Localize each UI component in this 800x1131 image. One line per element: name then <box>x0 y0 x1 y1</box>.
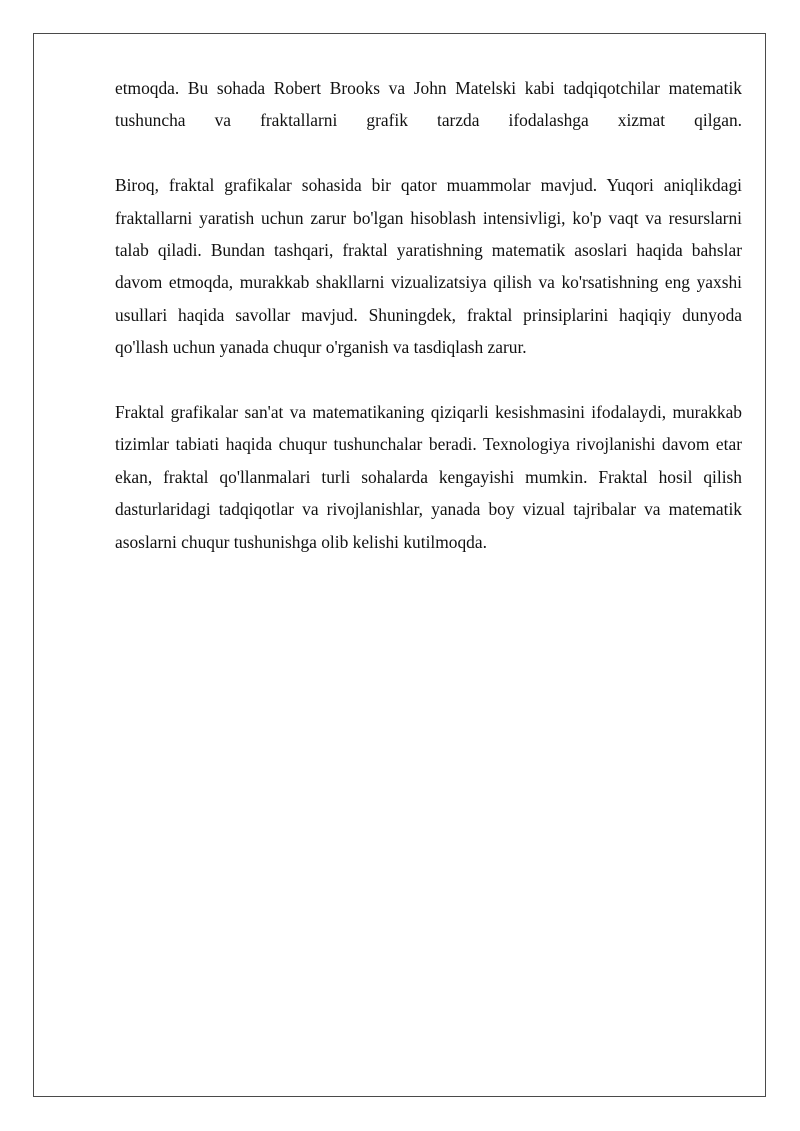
document-body <box>115 72 742 590</box>
paragraph-conclusion: Fraktal grafikalar san'at va matematikaning qiziqarli kesishmasini ifodalaydi, murakkab tizimlar tabiati haqida chuqur tushunchalar beradi. Texnologiya rivojlanishi davom etar ekan, fraktal qo'llanmalari turli sohalarda kengayishi mumkin. Fraktal hosil qilish dasturlaridagi tadqiqotlar va rivojlanishlar, yanada boy vizual tajribalar va matematik asoslarni chuqur tushunishga olib kelishi kutilmoqda. <box>115 402 742 552</box>
paragraph-continuation: etmoqda. Bu sohada Robert Brooks va John Matelski kabi tadqiqotchilar matematik tushuncha va fraktallarni grafik tarzda ifodalashga xizmat qilgan. <box>115 78 742 131</box>
paragraph-problems: Biroq, fraktal grafikalar sohasida bir qator muammolar mavjud. Yuqori aniqlikdagi fraktallarni yaratish uchun zarur bo'lgan hisoblash intensivligi, ko'p vaqt va resurslarni talab qiladi. Bundan tashqari, fraktal yaratishning matematik asoslari haqida bahslar davom etmoqda, murakkab shakllarni vizualizatsiya qilish va ko'rsatishning eng yaxshi usullari haqida savollar mavjud. Shuningdek, fraktal prinsiplarini haqiqiy dunyoda qo'llash uchun yanada chuqur o'rganish va tasdiqlash zarur. <box>115 175 742 358</box>
